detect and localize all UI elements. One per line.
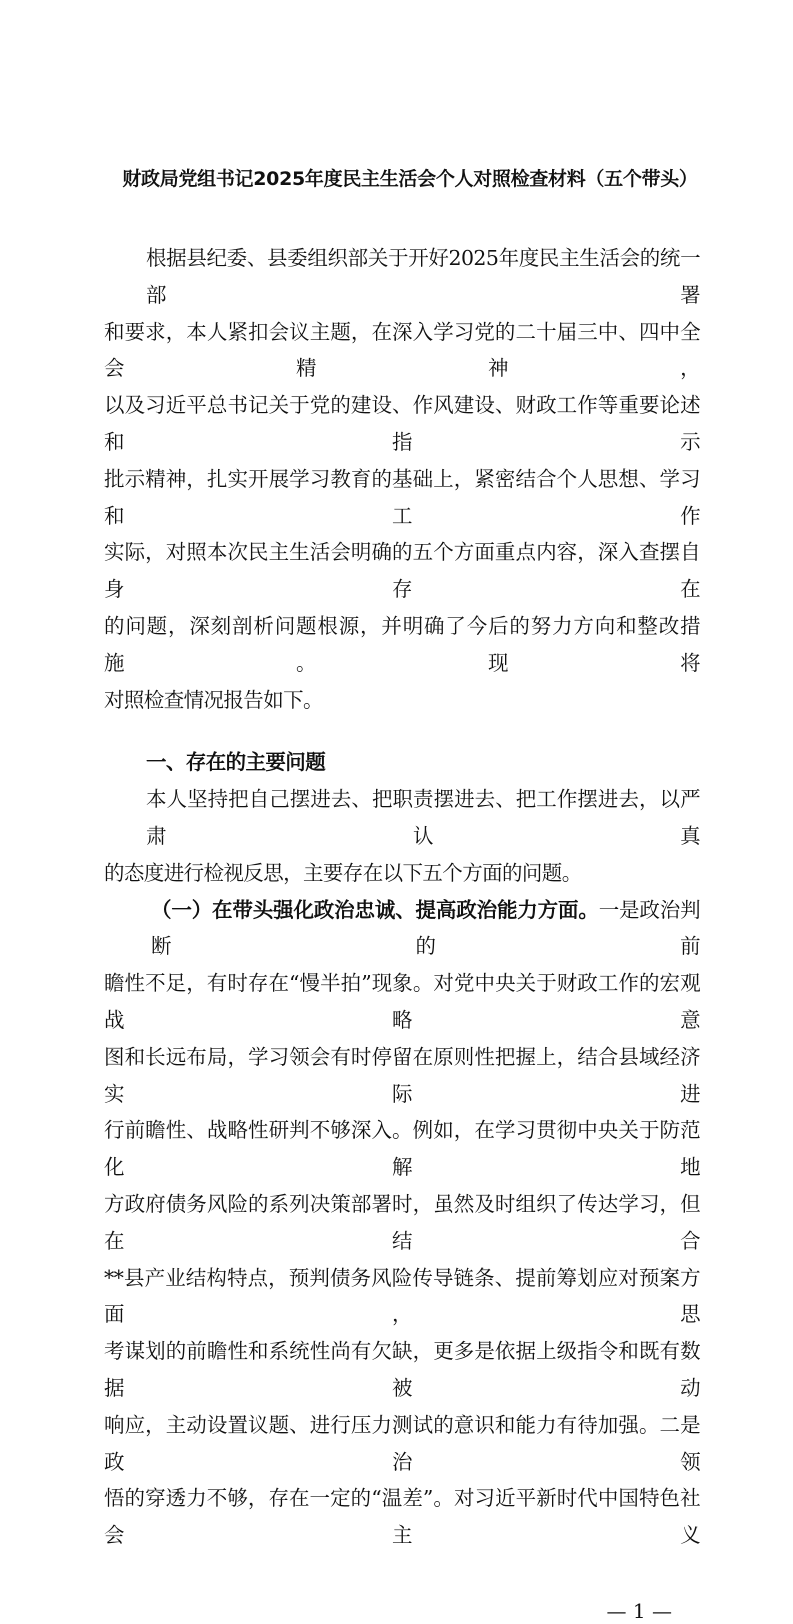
text-line: 本人坚持把自己摆进去、把职责摆进去、把工作摆进去，以严肃认真 <box>146 787 700 848</box>
document-title: 财政局党组书记2025年度民主生活会个人对照检查材料（五个带头） <box>122 168 698 190</box>
text-line: 考谋划的前瞻性和系统性尚有欠缺，更多是依据上级指令和既有数据被动 <box>104 1339 700 1400</box>
text-line: 以及习近平总书记关于党的建设、作风建设、财政工作等重要论述和指示 <box>104 393 700 454</box>
text-line: 实际，对照本次民主生活会明确的五个方面重点内容，深入查摆自身存在 <box>104 540 700 602</box>
text-line: 根据县纪委、县委组织部关于开好2025年度民主生活会的统一部署 <box>146 246 700 307</box>
text-line: 行前瞻性、战略性研判不够深入。例如，在学习贯彻中央关于防范化解地 <box>104 1118 700 1180</box>
item-text: 一是政治判断的前 <box>151 897 701 959</box>
item-1-paragraph <box>104 892 700 1554</box>
page-number: — 1 — <box>606 1598 672 1623</box>
text-line: 的态度进行检视反思，主要存在以下五个方面的问题。 <box>104 860 582 885</box>
text-line: 对照检查情况报告如下。 <box>104 687 323 712</box>
text-line: 响应，主动设置议题、进行压力测试的意识和能力有待加强。二是政治领 <box>104 1412 700 1474</box>
text-line: 和要求，本人紧扣会议主题，在深入学习党的二十届三中、四中全会精神， <box>104 319 700 381</box>
text-line: 方政府债务风险的系列决策部署时，虽然及时组织了传达学习，但在结合 <box>104 1191 700 1253</box>
text-line: **县产业结构特点，预判债务风险传导链条、提前筹划应对预案方面，思 <box>104 1265 700 1327</box>
section-heading: 一、存在的主要问题 <box>146 750 326 775</box>
text-line: 瞻性不足，有时存在“慢半拍”现象。对党中央关于财政工作的宏观战略意 <box>104 971 700 1032</box>
text-line: 批示精神，扎实开展学习教育的基础上，紧密结合个人思想、学习和工作 <box>104 466 700 528</box>
text-line: 图和长远布局，学习领会有时停留在原则性把握上，结合县域经济实际进 <box>104 1044 700 1106</box>
document-body <box>104 240 700 1624</box>
text-line <box>104 892 700 966</box>
text-line: 的问题，深刻剖析问题根源，并明确了今后的努力方向和整改措施。现将 <box>104 613 700 675</box>
section-intro-paragraph <box>104 781 700 891</box>
intro-paragraph <box>104 240 700 718</box>
item-lead: （一）在带头强化政治忠诚、提高政治能力方面。 <box>151 897 599 922</box>
text-line: 悟的穿透力不够，存在一定的“温差”。对习近平新时代中国特色社会主义 <box>104 1486 700 1548</box>
